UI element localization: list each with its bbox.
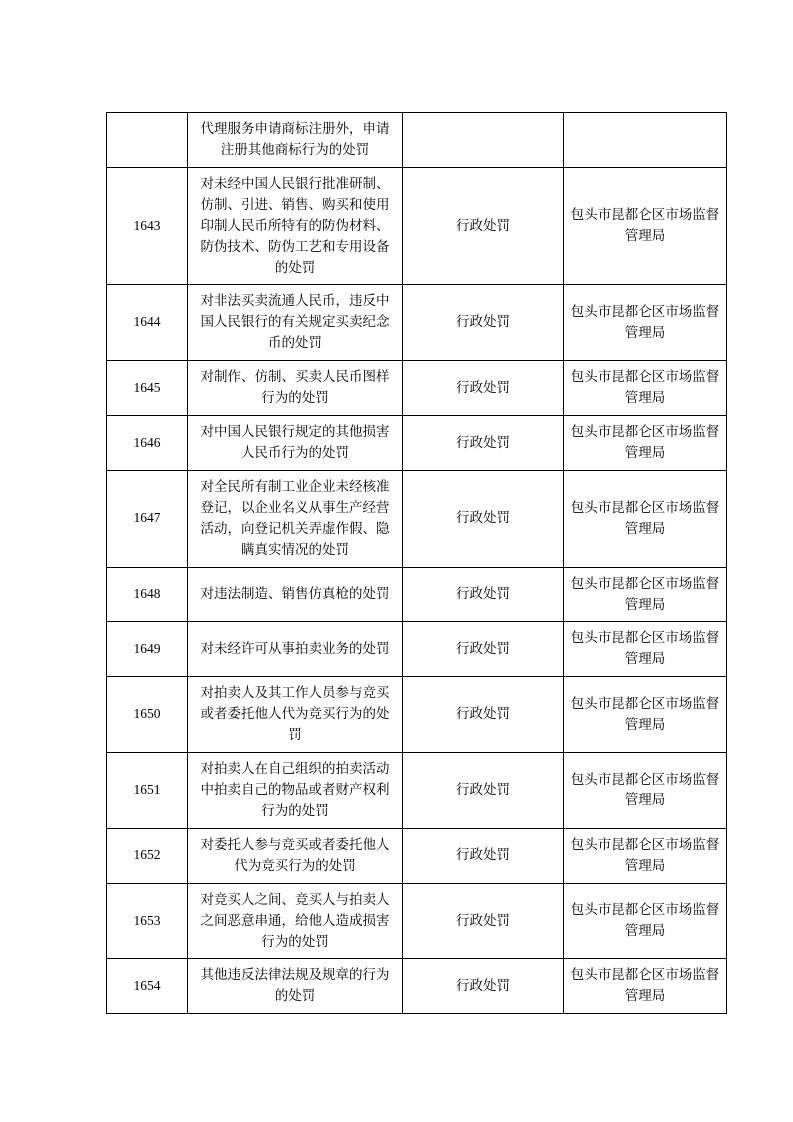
cell-penalty-type: 行政处罚: [403, 470, 564, 567]
cell-id: 1645: [107, 361, 188, 416]
cell-item-name: 其他违反法律法规及规章的行为的处罚: [188, 959, 403, 1014]
cell-penalty-type: [403, 113, 564, 168]
cell-item-name: 对未经许可从事拍卖业务的处罚: [188, 622, 403, 677]
cell-penalty-type: 行政处罚: [403, 883, 564, 959]
cell-item-name: 对制作、仿制、买卖人民币图样行为的处罚: [188, 361, 403, 416]
cell-id: 1654: [107, 959, 188, 1014]
cell-authority: 包头市昆都仑区市场监督管理局: [564, 677, 727, 753]
cell-item-name: 代理服务申请商标注册外，申请注册其他商标行为的处罚: [188, 113, 403, 168]
cell-id: 1653: [107, 883, 188, 959]
table-row: [107, 285, 727, 361]
cell-authority: 包头市昆都仑区市场监督管理局: [564, 828, 727, 883]
cell-penalty-type: 行政处罚: [403, 167, 564, 285]
cell-authority: [564, 113, 727, 168]
table-row: [107, 113, 727, 168]
table-row: [107, 361, 727, 416]
cell-authority: 包头市昆都仑区市场监督管理局: [564, 416, 727, 471]
table-row: [107, 470, 727, 567]
cell-id: [107, 113, 188, 168]
cell-penalty-type: 行政处罚: [403, 567, 564, 622]
cell-penalty-type: 行政处罚: [403, 416, 564, 471]
cell-item-name: 对非法买卖流通人民币，违反中国人民银行的有关规定买卖纪念币的处罚: [188, 285, 403, 361]
cell-id: 1651: [107, 753, 188, 829]
cell-authority: 包头市昆都仑区市场监督管理局: [564, 567, 727, 622]
cell-authority: 包头市昆都仑区市场监督管理局: [564, 622, 727, 677]
table-row: [107, 959, 727, 1014]
cell-authority: 包头市昆都仑区市场监督管理局: [564, 883, 727, 959]
cell-id: 1647: [107, 470, 188, 567]
table-row: [107, 677, 727, 753]
cell-authority: 包头市昆都仑区市场监督管理局: [564, 753, 727, 829]
cell-id: 1644: [107, 285, 188, 361]
table-row: [107, 883, 727, 959]
cell-item-name: 对违法制造、销售仿真枪的处罚: [188, 567, 403, 622]
table-row: [107, 567, 727, 622]
table-row: [107, 167, 727, 285]
cell-authority: 包头市昆都仑区市场监督管理局: [564, 470, 727, 567]
cell-penalty-type: 行政处罚: [403, 677, 564, 753]
cell-item-name: 对全民所有制工业企业未经核准登记，以企业名义从事生产经营活动，向登记机关弄虚作假、隐瞒真实情况的处罚: [188, 470, 403, 567]
table-row: [107, 828, 727, 883]
cell-penalty-type: 行政处罚: [403, 622, 564, 677]
cell-item-name: 对竞买人之间、竞买人与拍卖人之间恶意串通，给他人造成损害行为的处罚: [188, 883, 403, 959]
penalty-items-table: [106, 112, 727, 1014]
cell-penalty-type: 行政处罚: [403, 959, 564, 1014]
cell-penalty-type: 行政处罚: [403, 828, 564, 883]
cell-item-name: 对委托人参与竞买或者委托他人代为竞买行为的处罚: [188, 828, 403, 883]
table-row: [107, 416, 727, 471]
cell-id: 1643: [107, 167, 188, 285]
cell-id: 1652: [107, 828, 188, 883]
cell-id: 1648: [107, 567, 188, 622]
cell-penalty-type: 行政处罚: [403, 285, 564, 361]
cell-penalty-type: 行政处罚: [403, 753, 564, 829]
cell-penalty-type: 行政处罚: [403, 361, 564, 416]
cell-item-name: 对拍卖人在自己组织的拍卖活动中拍卖自己的物品或者财产权利行为的处罚: [188, 753, 403, 829]
cell-authority: 包头市昆都仑区市场监督管理局: [564, 361, 727, 416]
cell-authority: 包头市昆都仑区市场监督管理局: [564, 959, 727, 1014]
table-row: [107, 622, 727, 677]
cell-authority: 包头市昆都仑区市场监督管理局: [564, 167, 727, 285]
cell-authority: 包头市昆都仑区市场监督管理局: [564, 285, 727, 361]
cell-item-name: 对未经中国人民银行批准研制、仿制、引进、销售、购买和使用印制人民币所特有的防伪材料、防伪技术、防伪工艺和专用设备的处罚: [188, 167, 403, 285]
cell-item-name: 对中国人民银行规定的其他损害人民币行为的处罚: [188, 416, 403, 471]
cell-item-name: 对拍卖人及其工作人员参与竞买或者委托他人代为竞买行为的处罚: [188, 677, 403, 753]
table-body: [107, 113, 727, 1014]
cell-id: 1646: [107, 416, 188, 471]
cell-id: 1649: [107, 622, 188, 677]
cell-id: 1650: [107, 677, 188, 753]
table-row: [107, 753, 727, 829]
